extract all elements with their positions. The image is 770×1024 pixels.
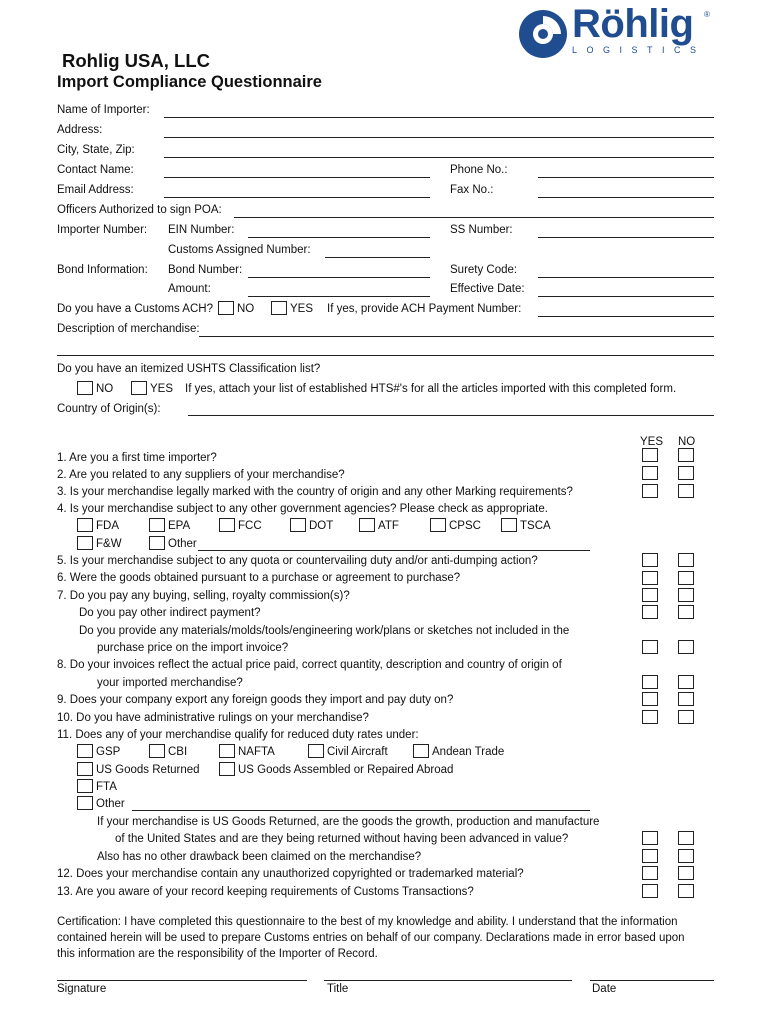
logo-tagline: LOGISTICS: [572, 45, 706, 55]
q1-no-checkbox[interactable]: [678, 448, 694, 462]
agency-other-field[interactable]: [198, 550, 590, 551]
customs-ach-label: Do you have a Customs ACH?: [57, 303, 213, 315]
q9-yes-checkbox[interactable]: [642, 692, 658, 706]
q13-yes-checkbox[interactable]: [642, 884, 658, 898]
us-goods-assembled-label: US Goods Assembled or Repaired Abroad: [238, 764, 454, 776]
us-returned-question: If your merchandise is US Goods Returned, are the goods the growth, production and manufacture: [97, 816, 600, 828]
us-returned-no-checkbox[interactable]: [678, 831, 694, 845]
hts-if-yes-label: If yes, attach your list of established HTS#'s for all the articles imported with this completed form.: [185, 383, 677, 395]
certification-text: Certification: I have completed this questionnaire to the best of my knowledge and ability. I understand that the information contained herein will be used to prepare Customs entries on behalf of our company. Declarations made in error based upon this information are the responsibility of the Importer of Record.: [57, 916, 685, 960]
officers-poa-field[interactable]: [234, 217, 714, 218]
cbi-label: CBI: [168, 746, 188, 758]
tsca-label: TSCA: [520, 520, 551, 532]
us-goods-returned-label: US Goods Returned: [96, 764, 200, 776]
name-of-importer-field[interactable]: [164, 117, 714, 118]
q6-yes-checkbox[interactable]: [642, 571, 658, 585]
question-6: 6. Were the goods obtained pursuant to a purchase or agreement to purchase?: [57, 572, 461, 584]
description-field-line2[interactable]: [57, 355, 714, 356]
question-3: 3. Is your merchandise legally marked with the country of origin and any other Marking requirements?: [57, 486, 573, 498]
signature-field[interactable]: [57, 980, 307, 981]
question-7d: purchase price on the import invoice?: [97, 642, 289, 654]
fta-label: FTA: [96, 781, 117, 793]
andean-trade-label: Andean Trade: [432, 746, 505, 758]
bond-number-field[interactable]: [248, 277, 430, 278]
question-7: 7. Do you pay any buying, selling, royalty commission(s)?: [57, 590, 350, 602]
yes-column-header: YES: [640, 436, 664, 448]
drawback-question: Also has no other drawback been claimed on the merchandise?: [97, 851, 422, 863]
officers-poa-label: Officers Authorized to sign POA:: [57, 204, 222, 216]
q9-no-checkbox[interactable]: [678, 692, 694, 706]
ach-payment-number-field[interactable]: [538, 316, 714, 317]
surety-code-field[interactable]: [538, 277, 714, 278]
description-field[interactable]: [199, 336, 714, 337]
q8-no-checkbox[interactable]: [678, 675, 694, 689]
q7c-yes-checkbox[interactable]: [642, 640, 658, 654]
q13-no-checkbox[interactable]: [678, 884, 694, 898]
gsp-checkbox[interactable]: [77, 744, 93, 758]
fta-checkbox[interactable]: [77, 779, 93, 793]
fw-checkbox[interactable]: [77, 536, 93, 550]
ach-no-checkbox[interactable]: [218, 301, 234, 315]
agency-other-checkbox[interactable]: [149, 536, 165, 550]
nafta-label: NAFTA: [238, 746, 275, 758]
ss-number-field[interactable]: [538, 237, 714, 238]
contact-name-field[interactable]: [164, 177, 430, 178]
q7c-no-checkbox[interactable]: [678, 640, 694, 654]
ach-no-label: NO: [237, 303, 255, 315]
dot-checkbox[interactable]: [290, 518, 306, 532]
q7b-no-checkbox[interactable]: [678, 605, 694, 619]
question-5: 5. Is your merchandise subject to any quota or countervailing duty and/or anti-dumping action?: [57, 555, 538, 567]
form-title: Import Compliance Questionnaire: [57, 73, 322, 91]
address-field[interactable]: [164, 137, 714, 138]
atf-label: ATF: [378, 520, 399, 532]
q6-no-checkbox[interactable]: [678, 571, 694, 585]
question-1: 1. Are you a first time importer?: [57, 452, 217, 464]
ushts-yes-label: YES: [150, 383, 174, 395]
title-label: Title: [327, 983, 349, 995]
fda-checkbox[interactable]: [77, 518, 93, 532]
question-2: 2. Are you related to any suppliers of your merchandise?: [57, 469, 345, 481]
q7b-yes-checkbox[interactable]: [642, 605, 658, 619]
effective-date-field[interactable]: [538, 296, 714, 297]
q12-no-checkbox[interactable]: [678, 866, 694, 880]
q5-no-checkbox[interactable]: [678, 553, 694, 567]
q2-no-checkbox[interactable]: [678, 466, 694, 480]
logo-registered-mark: ®: [704, 10, 710, 19]
country-of-origin-field[interactable]: [188, 415, 714, 416]
question-8: 8. Do your invoices reflect the actual price paid, correct quantity, description and country of origin of: [57, 659, 562, 671]
no-column-header: NO: [678, 436, 696, 448]
date-label: Date: [592, 983, 617, 995]
cpsc-label: CPSC: [449, 520, 481, 532]
ach-yes-checkbox[interactable]: [271, 301, 287, 315]
question-13: 13. Are you aware of your record keeping requirements of Customs Transactions?: [57, 886, 474, 898]
question-9: 9. Does your company export any foreign goods they import and pay duty on?: [57, 694, 454, 706]
country-of-origin-label: Country of Origin(s):: [57, 403, 161, 415]
title-field[interactable]: [324, 980, 572, 981]
q8-yes-checkbox[interactable]: [642, 675, 658, 689]
andean-trade-checkbox[interactable]: [413, 744, 429, 758]
amount-label: Amount:: [168, 283, 211, 295]
email-field[interactable]: [164, 197, 430, 198]
fda-label: FDA: [96, 520, 119, 532]
description-label: Description of merchandise:: [57, 323, 200, 335]
customs-assigned-number-label: Customs Assigned Number:: [168, 244, 311, 256]
signature-label: Signature: [57, 983, 107, 995]
ss-number-label: SS Number:: [450, 224, 513, 236]
question-7c: Do you provide any materials/molds/tools/engineering work/plans or sketches not included in the: [79, 625, 570, 637]
q10-no-checkbox[interactable]: [678, 710, 694, 724]
contact-name-label: Contact Name:: [57, 164, 134, 176]
q5-yes-checkbox[interactable]: [642, 553, 658, 567]
civil-aircraft-checkbox[interactable]: [308, 744, 324, 758]
surety-code-label: Surety Code:: [450, 264, 518, 276]
us-returned-yes-checkbox[interactable]: [642, 831, 658, 845]
q10-yes-checkbox[interactable]: [642, 710, 658, 724]
drawback-yes-checkbox[interactable]: [642, 849, 658, 863]
customs-assigned-number-field[interactable]: [325, 257, 430, 258]
nafta-checkbox[interactable]: [219, 744, 235, 758]
logo-wordmark: Röhlig: [572, 2, 694, 46]
email-label: Email Address:: [57, 184, 134, 196]
q12-yes-checkbox[interactable]: [642, 866, 658, 880]
question-4: 4. Is your merchandise subject to any other government agencies? Please check as appropriate.: [57, 503, 548, 515]
gsp-label: GSP: [96, 746, 121, 758]
epa-label: EPA: [168, 520, 191, 532]
phone-field[interactable]: [538, 177, 714, 178]
cbi-checkbox[interactable]: [149, 744, 165, 758]
address-label: Address:: [57, 124, 103, 136]
bond-information-label: Bond Information:: [57, 264, 148, 276]
program-other-field[interactable]: [132, 810, 590, 811]
drawback-no-checkbox[interactable]: [678, 849, 694, 863]
amount-field[interactable]: [248, 296, 430, 297]
q3-no-checkbox[interactable]: [678, 484, 694, 498]
ein-number-label: EIN Number:: [168, 224, 235, 236]
fax-label: Fax No.:: [450, 184, 494, 196]
program-other-label: Other: [96, 798, 125, 810]
ushts-question: Do you have an itemized USHTS Classification list?: [57, 363, 321, 375]
ushts-yes-checkbox[interactable]: [131, 381, 147, 395]
question-8b: your imported merchandise?: [97, 677, 243, 689]
name-of-importer-label: Name of Importer:: [57, 104, 150, 116]
ach-if-yes-label: If yes, provide ACH Payment Number:: [327, 303, 522, 315]
fcc-label: FCC: [238, 520, 262, 532]
q7-no-checkbox[interactable]: [678, 588, 694, 602]
us-goods-returned-checkbox[interactable]: [77, 762, 93, 776]
fcc-checkbox[interactable]: [219, 518, 235, 532]
question-7b: Do you pay other indirect payment?: [79, 607, 261, 619]
q3-yes-checkbox[interactable]: [642, 484, 658, 498]
date-field[interactable]: [590, 980, 714, 981]
bond-number-label: Bond Number:: [168, 264, 243, 276]
tsca-checkbox[interactable]: [501, 518, 517, 532]
agency-other-label: Other: [168, 538, 197, 550]
fax-field[interactable]: [538, 197, 714, 198]
city-state-zip-label: City, State, Zip:: [57, 144, 135, 156]
ach-yes-label: YES: [290, 303, 314, 315]
us-returned-question-b: of the United States and are they being returned without having been advanced in value?: [115, 833, 569, 845]
program-other-checkbox[interactable]: [77, 796, 93, 810]
importer-number-label: Importer Number:: [57, 224, 148, 236]
cpsc-checkbox[interactable]: [430, 518, 446, 532]
us-goods-assembled-checkbox[interactable]: [219, 762, 235, 776]
atf-checkbox[interactable]: [359, 518, 375, 532]
city-state-zip-field[interactable]: [164, 157, 714, 158]
phone-label: Phone No.:: [450, 164, 508, 176]
q1-yes-checkbox[interactable]: [642, 448, 658, 462]
q7-yes-checkbox[interactable]: [642, 588, 658, 602]
civil-aircraft-label: Civil Aircraft: [327, 746, 388, 758]
ushts-no-label: NO: [96, 383, 114, 395]
effective-date-label: Effective Date:: [450, 283, 525, 295]
ein-number-field[interactable]: [248, 237, 430, 238]
question-12: 12. Does your merchandise contain any unauthorized copyrighted or trademarked material?: [57, 868, 524, 880]
fw-label: F&W: [96, 538, 122, 550]
question-11: 11. Does any of your merchandise qualify for reduced duty rates under:: [57, 729, 419, 741]
epa-checkbox[interactable]: [149, 518, 165, 532]
company-name: Rohlig USA, LLC: [62, 50, 210, 71]
logo-mark-icon: [517, 8, 569, 60]
question-10: 10. Do you have administrative rulings on your merchandise?: [57, 712, 369, 724]
ushts-no-checkbox[interactable]: [77, 381, 93, 395]
dot-label: DOT: [309, 520, 334, 532]
q2-yes-checkbox[interactable]: [642, 466, 658, 480]
